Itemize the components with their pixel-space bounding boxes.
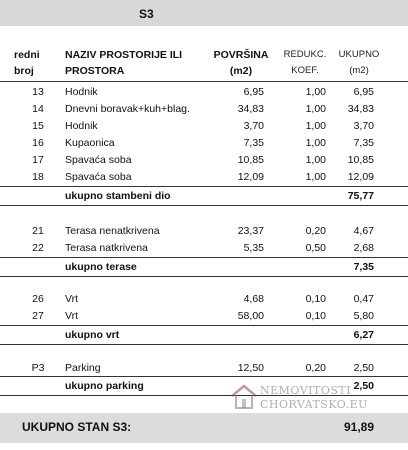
header-total: UKUPNO (m2) [338, 49, 380, 76]
row-rule [0, 186, 408, 187]
watermark-line2: CHORVATSKO.EU [260, 398, 368, 411]
house-roof-icon [230, 384, 258, 410]
title-bar [0, 0, 408, 26]
row-rule [0, 376, 408, 377]
row-rule [0, 344, 408, 345]
unit-title: S3 [139, 7, 154, 21]
grand-total-value: 91,89 [343, 420, 374, 434]
header-area: POVRŠINA (m2) [213, 49, 269, 77]
header-coef: REDUKC. KOEF. [283, 49, 327, 76]
grand-total-label: UKUPNO STAN S3: [22, 420, 132, 434]
row-rule [0, 325, 408, 326]
row-rule [0, 276, 408, 277]
row-rule [0, 205, 408, 206]
header-name: NAZIV PROSTORIJE ILI PROSTORA [65, 49, 183, 77]
header-rule [0, 81, 408, 82]
header-no: redni broj [14, 49, 40, 77]
watermark-line1: NEMOVITOSTI [260, 384, 352, 397]
row-rule [0, 257, 408, 258]
area-table: S3 redni broj NAZIV PROSTORIJE ILI PROSTORA POVRŠINA (m2) REDUKC. KOEF. UKUPNO (m2) 13 Hodnik 6,95 1,00 6,95 14 Dnevni boravak+kuh+blag. 34,83 1,00 34,83 15 Hodnik 3,70 1,00 3,70 16 Kupaonica 7,35 1,00 7,35 17 Spavaća soba 10,85 1,00 10,85 18 Spavaća soba 12,09 1,00 12,09 ukupno stambeni dio 75,77 21 Terasa nenatkrivena 23,37 0,20 4,67 22 Terasa natkrivena 5,35 0,50 2,68 ukupno terase 7,35 26 Vrt 4,68 0,10 0,47 27 Vrt 58,00 0,10 5,80 ukupno vrt 6,27 P3 Parking 12,50 0,20 2,50 ukupno parking 2,50 NEMOVITOSTI CHORVATSKO.EU UKUPNO STAN S3: 91,89 [0, 0, 408, 450]
watermark [230, 380, 380, 414]
